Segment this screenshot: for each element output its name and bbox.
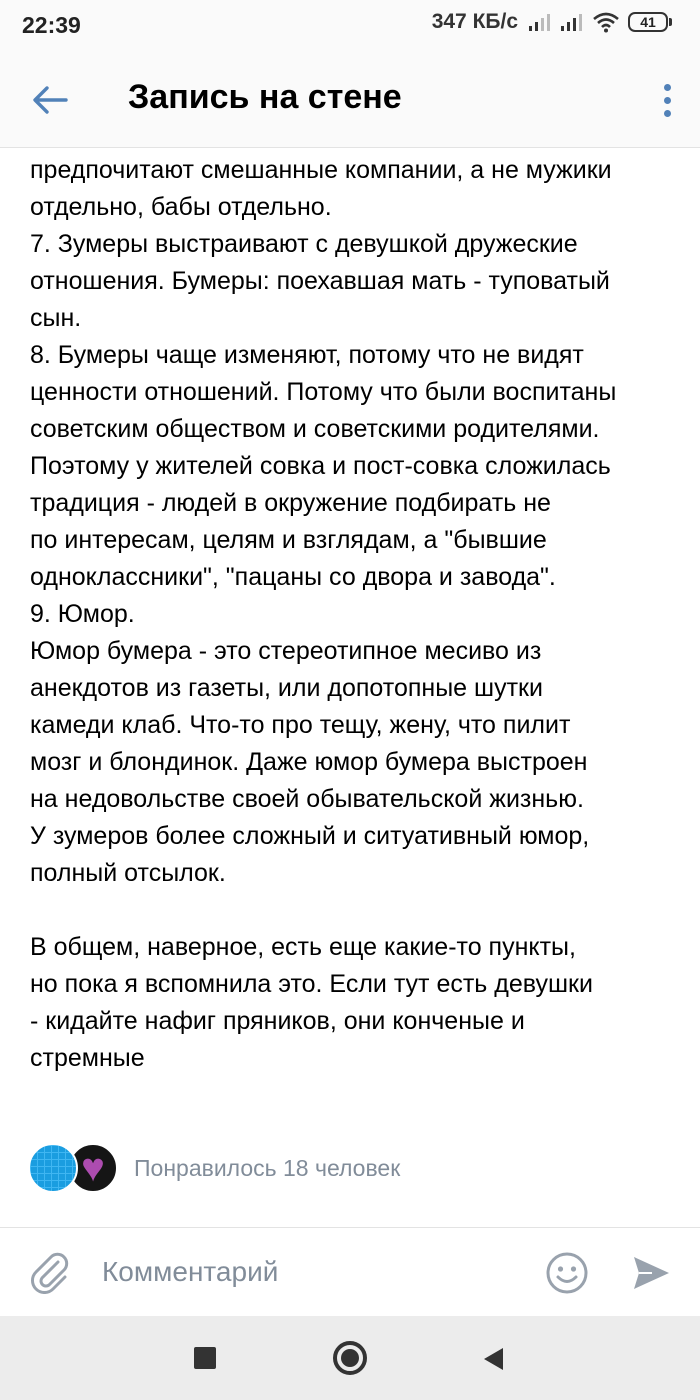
- circle-icon[interactable]: [333, 1341, 367, 1375]
- post-text-line: В общем, наверное, есть еще какие-то пункты,: [30, 933, 576, 961]
- post-text-line: советским обществом и советскими родителями.: [30, 415, 600, 443]
- post-text: [30, 152, 680, 1077]
- post-text-line: традиция - людей в окружение подбирать не: [30, 489, 551, 517]
- wifi-icon: [592, 11, 620, 33]
- more-vertical-icon: [664, 84, 671, 91]
- network-speed: 347 КБ/с: [431, 10, 518, 33]
- post-text-line: стремные: [30, 1044, 145, 1072]
- battery-icon: [628, 12, 672, 32]
- post-text-line: 9. Юмор.: [30, 600, 135, 628]
- heart-icon: ♥: [81, 1146, 105, 1190]
- post-text-line: сын.: [30, 304, 82, 332]
- attach-button[interactable]: [28, 1250, 72, 1294]
- status-bar: [0, 0, 700, 52]
- post-text-line: У зумеров более сложный и ситуативный юмор,: [30, 822, 590, 850]
- post-text-line: Поэтому у жителей совка и пост-совка сложилась: [30, 452, 611, 480]
- post-text-line: одноклассники", "пацаны со двора и завода".: [30, 563, 556, 591]
- post-text-line: отдельно, бабы отдельно.: [30, 193, 332, 221]
- page-title: Запись на стене: [128, 78, 402, 116]
- post-text-line: Юмор бумера - это стереотипное месиво из: [30, 637, 542, 665]
- back-button[interactable]: [28, 78, 72, 122]
- post-text-line: отношения. Бумеры: поехавшая мать - туповатый: [30, 267, 610, 295]
- post-text-line: по интересам, целям и взглядам, а "бывшие: [30, 526, 547, 554]
- post-text-line: мозг и блондинок. Даже юмор бумера выстроен: [30, 748, 588, 776]
- emoji-button[interactable]: [544, 1250, 590, 1296]
- likes-row[interactable]: [28, 1142, 400, 1194]
- send-icon: [630, 1252, 672, 1294]
- paperclip-icon: [28, 1250, 72, 1294]
- post-text-line: на недовольстве своей обывательской жизнью.: [30, 785, 584, 813]
- post-text-line: 7. Зумеры выстраивают с девушкой дружеские: [30, 230, 578, 258]
- comment-input[interactable]: [102, 1250, 522, 1294]
- post-text-line: - кидайте нафиг пряников, они конченые и: [30, 1007, 525, 1035]
- comment-bar: [0, 1228, 700, 1316]
- avatar[interactable]: [28, 1143, 78, 1193]
- post-text-line: анекдотов из газеты, или допотопные шутки: [30, 674, 543, 702]
- status-time: 22:39: [22, 12, 81, 38]
- triangle-back-icon[interactable]: [484, 1348, 503, 1370]
- post-text-line: полный отсылок.: [30, 859, 226, 887]
- smile-icon: [544, 1250, 590, 1296]
- signal-icon: [560, 12, 584, 32]
- battery-level: 41: [628, 12, 668, 32]
- arrow-left-icon: [32, 85, 68, 115]
- post-text-line: 8. Бумеры чаще изменяют, потому что не видят: [30, 341, 584, 369]
- post-text-line: предпочитают смешанные компании, а не мужики: [30, 156, 612, 184]
- post-text-line: но пока я вспомнила это. Если тут есть девушки: [30, 970, 593, 998]
- send-button[interactable]: [630, 1252, 672, 1294]
- post-text-line: [30, 892, 680, 929]
- signal-icon: [528, 12, 552, 32]
- more-options-button[interactable]: [660, 78, 674, 122]
- likes-count-text[interactable]: Понравилось 18 человек: [134, 1154, 401, 1181]
- post-text-line: камеди клаб. Что-то про тещу, жену, что пилит: [30, 711, 571, 739]
- post-text-line: ценности отношений. Потому что были воспитаны: [30, 378, 617, 406]
- system-navigation-bar: [0, 1316, 700, 1400]
- square-icon[interactable]: [194, 1347, 216, 1369]
- status-indicators: [432, 10, 672, 34]
- app-header: [0, 52, 700, 148]
